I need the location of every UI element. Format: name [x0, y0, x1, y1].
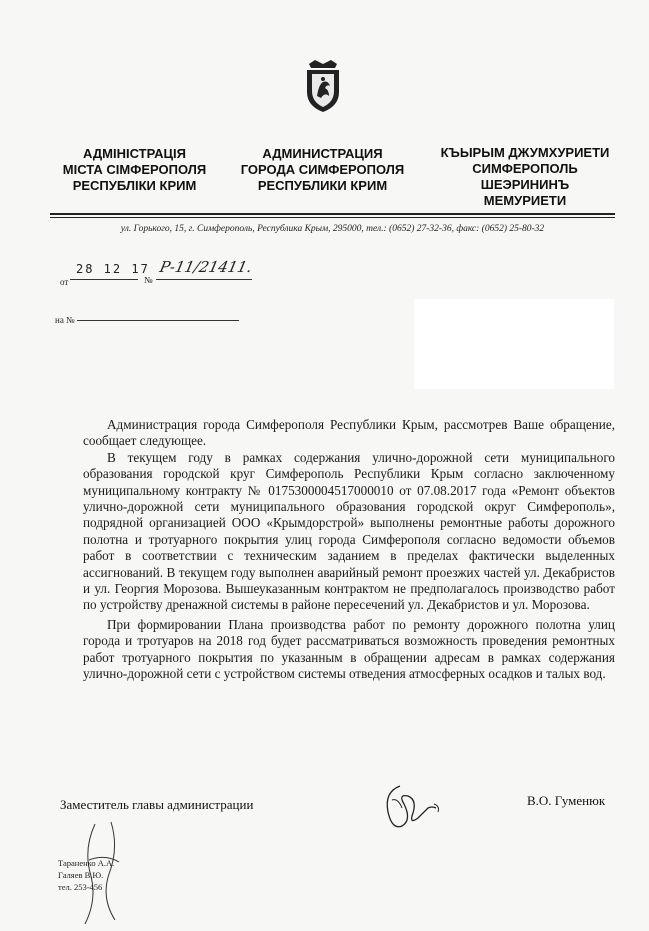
body-paragraph-1: Администрация города Симферополя Республики Крым, рассмотрев Ваше обращение, сообщает следующее.	[83, 417, 615, 449]
coat-of-arms-icon	[303, 58, 343, 114]
header-ua-line-1: АДМІНІСТРАЦІЯ	[83, 146, 186, 161]
date-label: от	[60, 277, 69, 287]
header-kt-line-4: МЕМУРИЕТИ	[483, 193, 567, 208]
header-crimean-tatar	[425, 145, 625, 209]
signatory-title: Заместитель главы администрации	[60, 797, 254, 812]
letter-body	[83, 417, 615, 683]
executor-line-2: Галяев В.Ю.	[58, 870, 104, 880]
header-ru-line-1: АДМИНИСТРАЦИЯ	[262, 146, 383, 161]
executor-phone: тел. 253-456	[58, 882, 103, 892]
header-address: ул. Горького, 15, г. Симферополь, Республика Крым, 295000, тел.: (0652) 27-32-36, факс: (0652) 25-80-32	[120, 224, 545, 234]
registration-number: Р-11/21411.	[158, 258, 254, 276]
body-paragraph-2: В текущем году в рамках содержания улично-дорожной сети муниципального образования городской круг Симферополь Республики Крым согласно заключенному муниципальному контракту № 0175300004517000010 от 07.08.2017 года «Ремонт объектов улично-дорожной сети муниципального образования городской округ Симферополь», подрядной организацией ООО «Крымдорстрой» выполнены ремонтные работы дорожного полотна и тротуарного покрытия улиц города Симферополя согласно ведомости объемов работ в соответствии с техническим заданием в пределах фактически выделенных ассигнований. В текущем году выполнен аварийный ремонт проезжих частей ул. Декабристов и ул. Георгия Морозова. Вышеуказанным контрактом не предполагалось производство работ по устройству дренажной системы в районе пересечений ул. Декабристов и ул. Морозова.	[83, 449, 615, 613]
number-underline	[156, 279, 252, 280]
executor-line-1: Тараненко А.А.	[58, 858, 115, 868]
header-divider	[50, 213, 615, 215]
executor-info	[58, 857, 114, 893]
header-kt-line-2: СИМФЕРОПОЛЬ	[472, 161, 578, 176]
date-underline	[70, 279, 138, 280]
header-russian	[235, 146, 410, 194]
header-ru-line-2: ГОРОДА СИМФЕРОПОЛЯ	[240, 162, 405, 177]
header-ukrainian	[52, 146, 217, 194]
header-kt-line-3: ШЕЭРИНИНЪ	[480, 177, 570, 192]
registration-date: 28 12 17	[76, 262, 150, 276]
reference-number-underline	[77, 320, 239, 321]
header-ru-line-3: РЕСПУБЛИКИ КРИМ	[257, 178, 388, 193]
header-divider-thin	[50, 217, 615, 218]
number-label: №	[144, 275, 153, 285]
signatory-name: В.О. Гуменюк	[527, 793, 606, 808]
header-ua-line-3: РЕСПУБЛІКИ КРИМ	[72, 178, 197, 193]
handwritten-signature-icon	[378, 778, 448, 838]
reference-number-label: на №	[55, 315, 75, 325]
header-kt-line-1: КЪЫРЫМ ДЖУМХУРИЕТИ	[440, 145, 610, 160]
recipient-redacted-area	[414, 299, 614, 389]
body-paragraph-3: При формировании Плана производства работ по ремонту дорожного полотна улиц города и тротуаров на 2018 год будет рассматриваться возможность проведения ремонтных работ тротуарного покрытия по указанным в обращении адресам в рамках содержания улично-дорожной сети с устройством системы отведения атмосферных осадков и талых вод.	[83, 616, 615, 682]
header-ua-line-2: МІСТА СІМФЕРОПОЛЯ	[62, 162, 207, 177]
